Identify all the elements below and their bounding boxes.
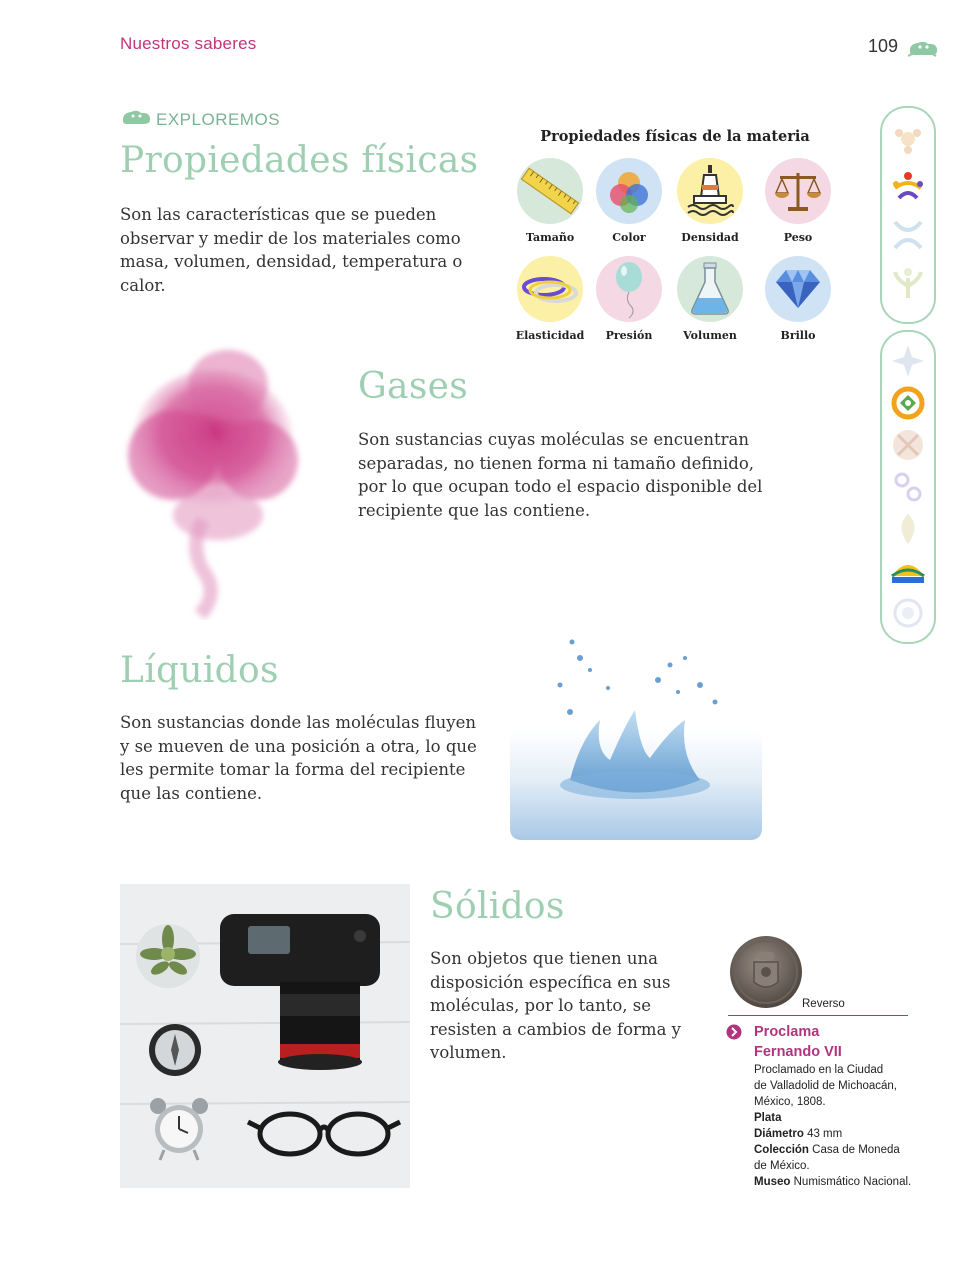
coin-diameter: Diámetro 43 mm xyxy=(754,1128,843,1140)
people-icon[interactable] xyxy=(889,168,927,206)
frog-icon xyxy=(906,38,940,60)
liquids-title: Líquidos xyxy=(120,650,279,691)
gases-text: Son sustancias cuyas moléculas se encuentran separadas, no tienen forma ni tamaño definido, por lo que ocupan todo el espacio disponible del recipiente que las contiene. xyxy=(358,430,763,520)
coin-museum: Museo Numismático Nacional. xyxy=(754,1176,912,1188)
property-label: Densidad xyxy=(681,231,739,244)
star-cross-icon[interactable] xyxy=(889,342,927,380)
sprout-icon[interactable] xyxy=(889,264,927,302)
property-color xyxy=(589,158,669,244)
property-volume xyxy=(670,256,750,342)
liquids-text: Son sustancias donde las moléculas fluyen y se mueven de una posición a otra, lo que les permite tomar la forma del recipiente que las contiene. xyxy=(120,713,477,803)
balloon-icon xyxy=(596,256,662,322)
coin-collection: Colección Casa de Moneda de México. xyxy=(754,1144,900,1172)
property-label: Peso xyxy=(783,231,813,244)
compass-image xyxy=(149,1024,201,1076)
coin-desc-line1: Proclamado en la Ciudad xyxy=(754,1064,884,1076)
side-nav-campos xyxy=(880,106,936,324)
property-elasticity xyxy=(510,256,590,342)
property-label: Presión xyxy=(605,329,653,342)
coin-image xyxy=(728,934,804,1010)
pink-smoke-image xyxy=(118,330,308,620)
coin-title-line1: Proclama xyxy=(754,1024,820,1040)
embrace-icon[interactable] xyxy=(889,216,927,254)
property-label: Brillo xyxy=(780,329,816,342)
solids-text: Son objetos que tienen una disposición específica en sus moléculas, por lo tanto, se resisten a cambios de forma y volumen. xyxy=(430,949,681,1062)
running-head: Nuestros saberes xyxy=(120,34,257,53)
property-label: Volumen xyxy=(683,329,737,342)
coin-divider xyxy=(728,1015,908,1016)
ruler-icon xyxy=(517,158,583,224)
water-splash-image xyxy=(510,630,762,842)
chevron-right-icon xyxy=(726,1024,742,1040)
property-density xyxy=(670,158,750,244)
coin-details xyxy=(754,1022,914,1190)
page-number: 109 xyxy=(868,36,899,56)
color-circles-icon xyxy=(596,158,662,224)
rubber-bands-icon xyxy=(517,256,583,322)
book-icon[interactable] xyxy=(889,552,927,590)
links-icon[interactable] xyxy=(889,468,927,506)
gases-title: Gases xyxy=(358,366,468,407)
scale-icon xyxy=(765,158,831,224)
solids-title: Sólidos xyxy=(430,886,565,927)
square-pattern-icon[interactable] xyxy=(889,426,927,464)
coin-side-label: Reverso xyxy=(802,998,845,1010)
property-label: Elasticidad xyxy=(515,329,585,342)
circle-star-icon[interactable] xyxy=(889,594,927,632)
side-nav-ejes xyxy=(880,330,936,644)
coin-material: Plata xyxy=(754,1112,782,1124)
property-size xyxy=(510,158,590,244)
page-title: Propiedades físicas xyxy=(120,140,479,181)
seed-icon[interactable] xyxy=(889,510,927,548)
succulent-image xyxy=(136,924,200,988)
coin-desc-line3: México, 1808. xyxy=(754,1096,826,1108)
frog-icon xyxy=(120,108,154,128)
diamond-icon xyxy=(765,256,831,322)
solid-objects-photo xyxy=(120,884,410,1188)
coin-desc-line2: de Valladolid de Michoacán, xyxy=(754,1080,897,1092)
properties-figure-title: Propiedades físicas de la materia xyxy=(540,128,810,145)
property-pressure xyxy=(589,256,669,342)
property-label: Tamaño xyxy=(525,231,575,244)
property-label: Color xyxy=(612,231,646,244)
physical-text: Son las características que se pueden observar y medir de los materiales como masa, volumen, densidad, temperatura o calor. xyxy=(120,205,463,295)
flask-icon xyxy=(677,256,743,322)
coin-title-line2: Fernando VII xyxy=(754,1044,842,1060)
spiral-icon[interactable] xyxy=(889,384,927,422)
property-shine xyxy=(758,256,838,342)
property-weight xyxy=(758,158,838,244)
flower-icon[interactable] xyxy=(889,120,927,158)
buoy-icon xyxy=(677,158,743,224)
section-label: EXPLOREMOS xyxy=(156,110,281,129)
